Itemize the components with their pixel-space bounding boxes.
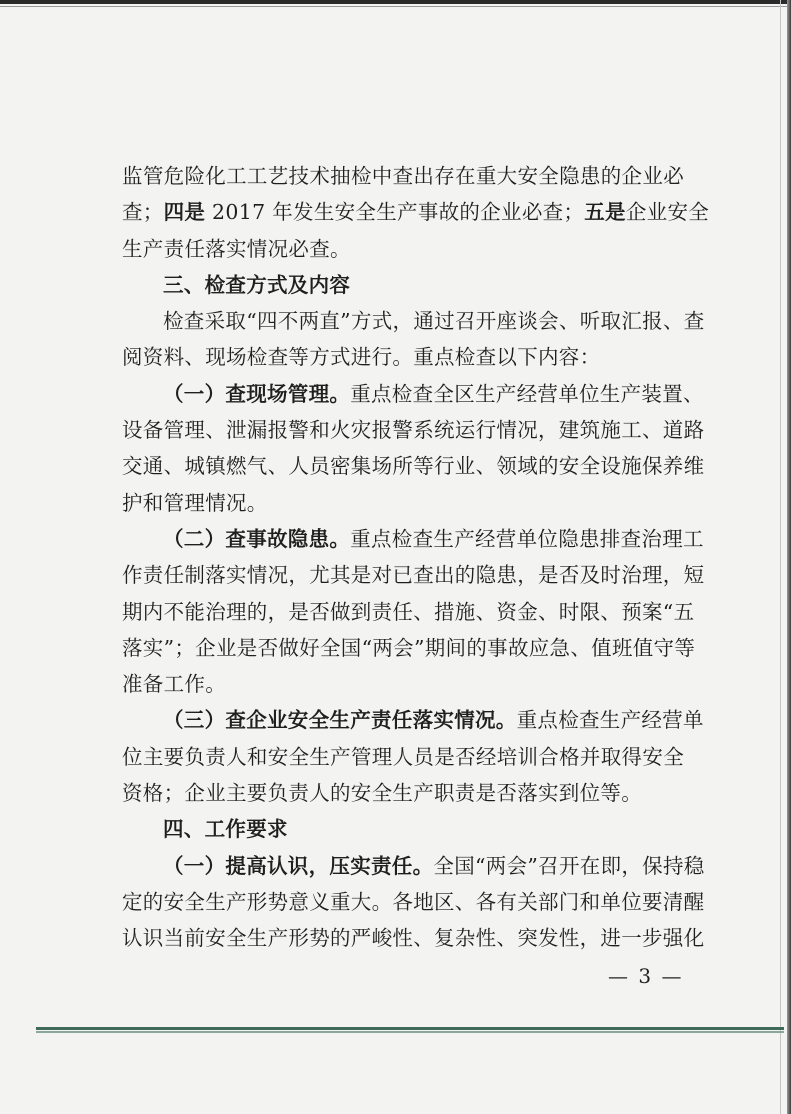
paragraph-line: 监管危险化工工艺技术抽检中查出存在重大安全隐患的企业必 xyxy=(122,164,684,188)
scan-top-shadow xyxy=(0,6,791,7)
paragraph-line: 准备工作。 xyxy=(122,672,226,697)
subheading: （一）提高认识，压实责任。 xyxy=(163,853,434,878)
paragraph-line: 作责任制落实情况，尤其是对已查出的隐患，是否及时治理，短 xyxy=(122,563,705,588)
scan-right-edge xyxy=(787,0,791,1114)
paragraph-line: （三）查企业安全生产责任落实情况。重点检查生产经营单 xyxy=(163,708,704,733)
paragraph-line: 护和管理情况。 xyxy=(122,490,268,515)
scan-top-edge xyxy=(0,0,791,4)
paragraph-line: 资格；企业主要负责人的安全生产职责是否落实到位等。 xyxy=(122,781,642,806)
paragraph-line: 生产责任落实情况必查。 xyxy=(122,236,351,261)
paragraph-line: 落实”；企业是否做好全国“两会”期间的事故应急、值班值守等 xyxy=(122,635,696,660)
paragraph-line: （二）查事故隐患。重点检查生产经营单位隐患排查治理工 xyxy=(163,526,704,551)
scan-right-shadow xyxy=(780,0,781,1114)
page-number: — 3 — xyxy=(608,964,684,988)
paragraph-line: （一）查现场管理。重点检查全区生产经营单位生产装置、 xyxy=(163,381,704,406)
paragraph-line: 位主要负责人和安全生产管理人员是否经培训合格并取得安全 xyxy=(122,744,684,769)
paragraph-line: 设备管理、泄漏报警和火灾报警系统运行情况，建筑施工、道路 xyxy=(122,418,705,443)
footer-rule xyxy=(36,1027,784,1030)
paragraph-line: 交通、城镇燃气、人员密集场所等行业、领域的安全设施保养维 xyxy=(122,454,705,479)
paragraph-line: 定的安全生产形势意义重大。各地区、各有关部门和单位要清醒 xyxy=(122,889,705,914)
subheading: （二）查事故隐患。 xyxy=(163,526,351,551)
subheading: （三）查企业安全生产责任落实情况。 xyxy=(163,708,517,733)
paragraph-line: 认识当前安全生产形势的严峻性、复杂性、突发性，进一步强化 xyxy=(122,926,705,951)
subheading: （一）查现场管理。 xyxy=(163,381,351,406)
paragraph-line: 检查采取“四不两直”方式，通过召开座谈会、听取汇报、查 xyxy=(163,309,705,334)
section-heading: 三、检查方式及内容 xyxy=(163,272,351,297)
paragraph-line: 期内不能治理的，是否做到责任、措施、资金、时限、预案“五 xyxy=(122,599,695,624)
footer-rule-shadow xyxy=(36,1031,784,1033)
paragraph-line: （一）提高认识，压实责任。全国“两会”召开在即，保持稳 xyxy=(163,853,705,878)
paragraph-line: 查；四是 2017 年发生安全生产事故的企业必查；五是企业安全 xyxy=(122,200,710,225)
paragraph-line: 阅资料、现场检查等方式进行。重点检查以下内容： xyxy=(122,345,601,370)
section-heading: 四、工作要求 xyxy=(163,817,288,842)
document-body xyxy=(122,158,710,957)
